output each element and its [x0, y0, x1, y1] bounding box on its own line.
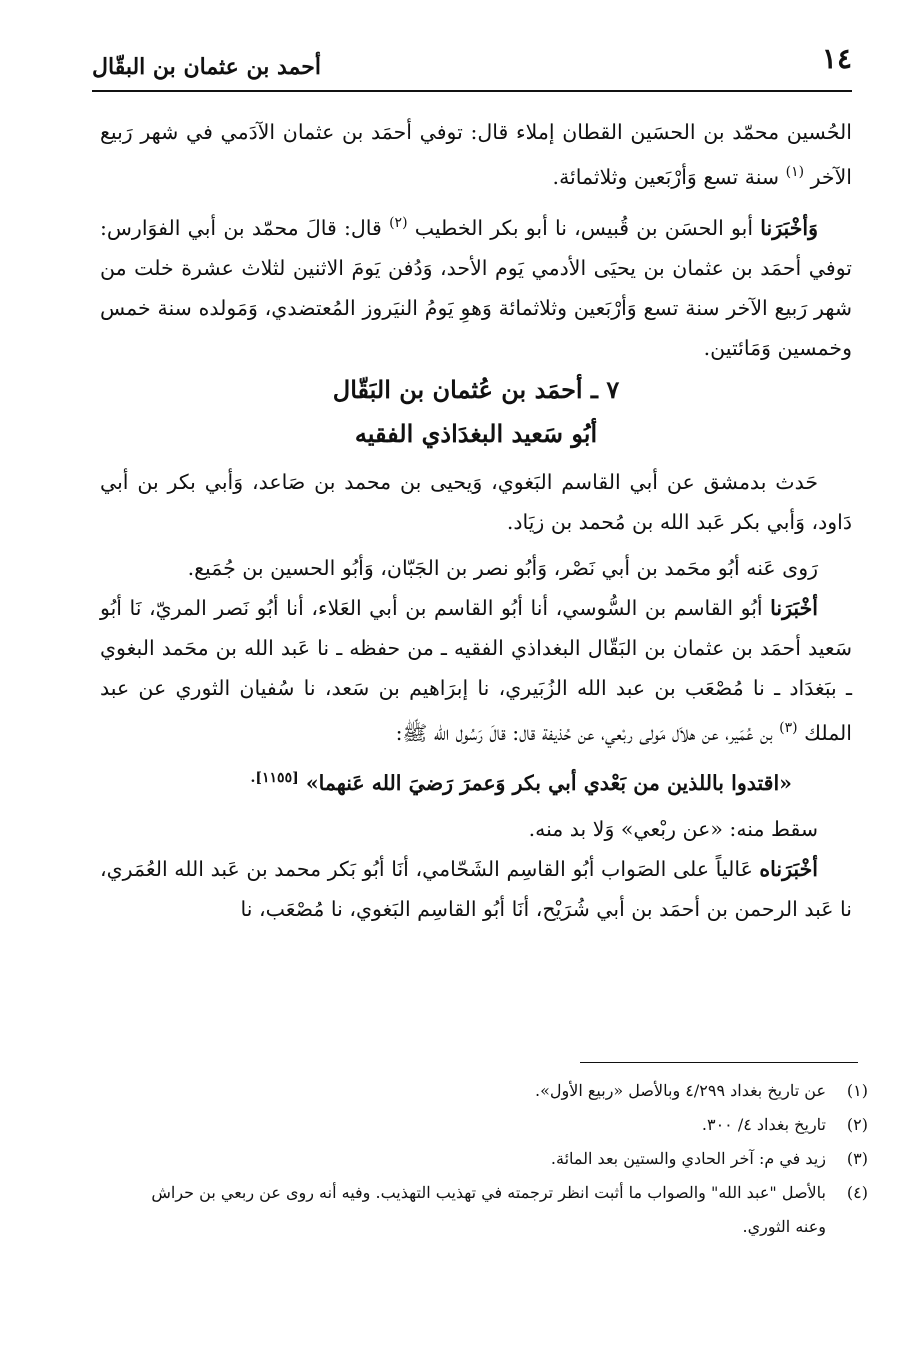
footnote-text: زيد في م: آخر الحادي والستين بعد المائة. — [550, 1149, 826, 1168]
footnote-ref: (٢) — [389, 214, 408, 231]
paragraph: أخْبَرَنا أبُو القاسم بن السُّوسي، أنا أبُو القاسم بن أبي العَلاء، أنا أبُو نَصر المريّ، نَا أبُو سَعيد أحمَد بن عثمان بن البَقّال البغداذي الفقيه ـ من حفظه ـ نا عَبد الله بن محَمد البغوي ـ ببَغدَاد ـ نا مُصْعَب بن عبد الله الزُبَيري، نا إبرَاهيم بن سَعد، نا سُفيان الثوري عن عبد الملك $^{(٣)}$ بن عُمَير، عن هلاَل مَولى ربْعي، عن حُذيفة قال: قالَ رَسُول الله ﷺ: — [100, 595, 852, 745]
hadith-number: [١١٥٥]. — [250, 770, 299, 787]
footnote — [120, 1108, 868, 1142]
footnote — [120, 1074, 868, 1108]
page-number: ١٤ — [821, 42, 852, 75]
entry-heading: ٧ ـ أحمَد بن عُثمان بن البَقّال — [332, 374, 620, 404]
transmission-keyword: أخْبَرَنا — [770, 595, 818, 620]
footnote-ref: (١) — [785, 164, 805, 180]
footnote-text: تاريخ بغداد ٤/ ٣٠٠. — [701, 1115, 826, 1134]
footnote-ref: (٣) — [779, 719, 798, 736]
transmission-keyword: وَأخْبَرَنا — [760, 215, 818, 240]
footnote-text: عن تاريخ بغداد ٤/٢٩٩ وبالأصل «ربيع الأول». — [535, 1081, 826, 1100]
footnote-text: بالأصل "عبد الله" والصواب ما أثبت انظر ترجمته في تهذيب التهذيب. وفيه أنه روى عن ربعي بن حراش وعنه الثوري. — [151, 1183, 826, 1236]
footnote-divider — [580, 1062, 858, 1063]
header-divider — [92, 90, 852, 92]
footnote — [120, 1142, 868, 1176]
footnote-number: (٣) — [846, 1149, 868, 1168]
paragraph: وَأخْبَرَنا أبو الحسَن بن قُبيس، نا أبو بكر الخطيب $^{(٢)}$ قال: قالَ محمّد بن أبي الفوَارس: توفي أحمَد بن عثمان بن يحيَى الأدمي يَوم الأحد، وَدُفن يَومَ الاثنين لثلاث عشرة خلت من شهر رَبيع الآخر سنة تسع وَأرْبَعين وثلاثمائة وَهوِ يَومُ النيَروز المُعتضدي، وَمَولده سنة خمس وخمسين وَمَائتين. — [100, 214, 852, 360]
footnote-number: (٤) — [846, 1183, 868, 1202]
footnote-number: (١) — [846, 1081, 868, 1100]
hadith-quote: «اقتدوا باللذين من بَعْدي أبي بكر وَعمرَ رَضيَ الله عَنهما» $^{[١١٥٥].}$ — [250, 770, 792, 796]
footnotes — [120, 1074, 868, 1244]
paragraph: أخْبَرَناه عَالياً على الصَواب أبُو القاسِم الشَحّامي، أنَا أبُو بَكر محمد بن عَبد الله العُمَري، نا عَبد الرحمن بن أحمَد بن أبي شُرَيْح، أنَا أبُو القاسِم البَغوي، نا مُصْعَب، نا — [100, 857, 852, 922]
page-header — [92, 40, 852, 90]
paragraph: حَدث بدمشق عن أبي القاسم البَغوي، وَيحيى بن محمد بن صَاعد، وَأبي بكر بن أبي دَاود، وَأبي بكر عَبد الله بن مُحمد بن زيَاد. — [100, 469, 852, 534]
running-title: أحمد بن عثمان بن البقّال — [92, 54, 321, 80]
paragraph: رَوى عَنه أبُو محَمد بن أبي نَصْر، وَأبُو نصر بن الجَبّان، وَأبُو الحسين بن جُمَيع. — [187, 555, 818, 580]
entry-subheading: أبُو سَعيد البغدَاذي الفقيه — [354, 418, 598, 448]
paragraph: الحُسين محمّد بن الحسَين القطان إملاء قال: توفي أحمَد بن عثمان الآدَمي في شهر رَبيع الآخر $^{(١)}$ سنة تسع وَأرْبَعين وثلاثمائة. — [100, 120, 852, 189]
footnote-number: (٢) — [846, 1115, 868, 1134]
transmission-keyword: أخْبَرَناه — [759, 857, 818, 882]
footnote — [120, 1176, 868, 1244]
paragraph: سقط منه: «عن ربْعي» وَلا بد منه. — [528, 817, 818, 842]
main-text — [100, 112, 852, 929]
